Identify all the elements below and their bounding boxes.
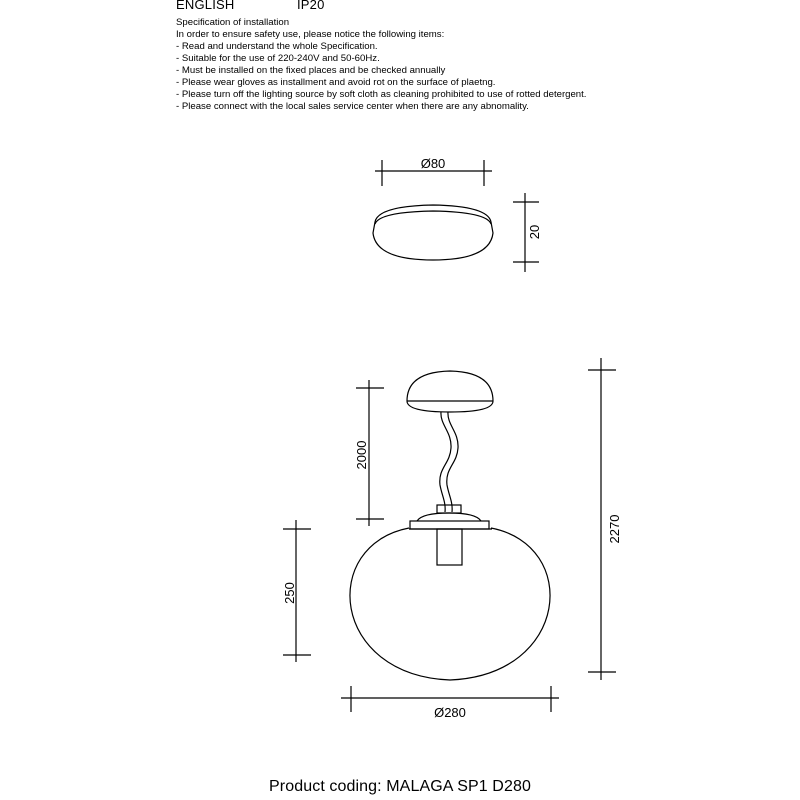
spec-title: Specification of installation [176, 17, 290, 28]
ip-rating-label: IP20 [297, 0, 325, 12]
canopy-height-label: 20 [527, 224, 542, 240]
total-height-label: 2270 [607, 514, 622, 544]
shade-diameter-label: Ø280 [434, 705, 466, 720]
canopy-drawing [373, 205, 493, 260]
spec-item: - Read and understand the whole Specification. [176, 41, 378, 52]
spec-item: - Suitable for the use of 220-240V and 50-60Hz. [176, 53, 380, 64]
spec-item: - Please wear gloves as installment and avoid rot on the surface of plaetng. [176, 77, 496, 88]
cable-length-label: 2000 [354, 440, 369, 470]
spec-item: - Please connect with the local sales service center when there are any abnomality. [176, 101, 529, 112]
spec-item: - Please turn off the lighting source by soft cloth as cleaning prohibited to use of rotted detergent. [176, 89, 587, 100]
spec-intro: In order to ensure safety use, please notice the following items: [176, 29, 445, 40]
pendant-lamp-drawing [350, 371, 550, 680]
spec-item: - Must be installed on the fixed places and be checked annually [176, 65, 446, 76]
language-label: ENGLISH [176, 0, 235, 12]
product-coding: Product coding: MALAGA SP1 D280 [269, 778, 531, 795]
canopy-diameter-label: Ø80 [420, 156, 446, 171]
shade-height-label: 250 [282, 582, 297, 604]
